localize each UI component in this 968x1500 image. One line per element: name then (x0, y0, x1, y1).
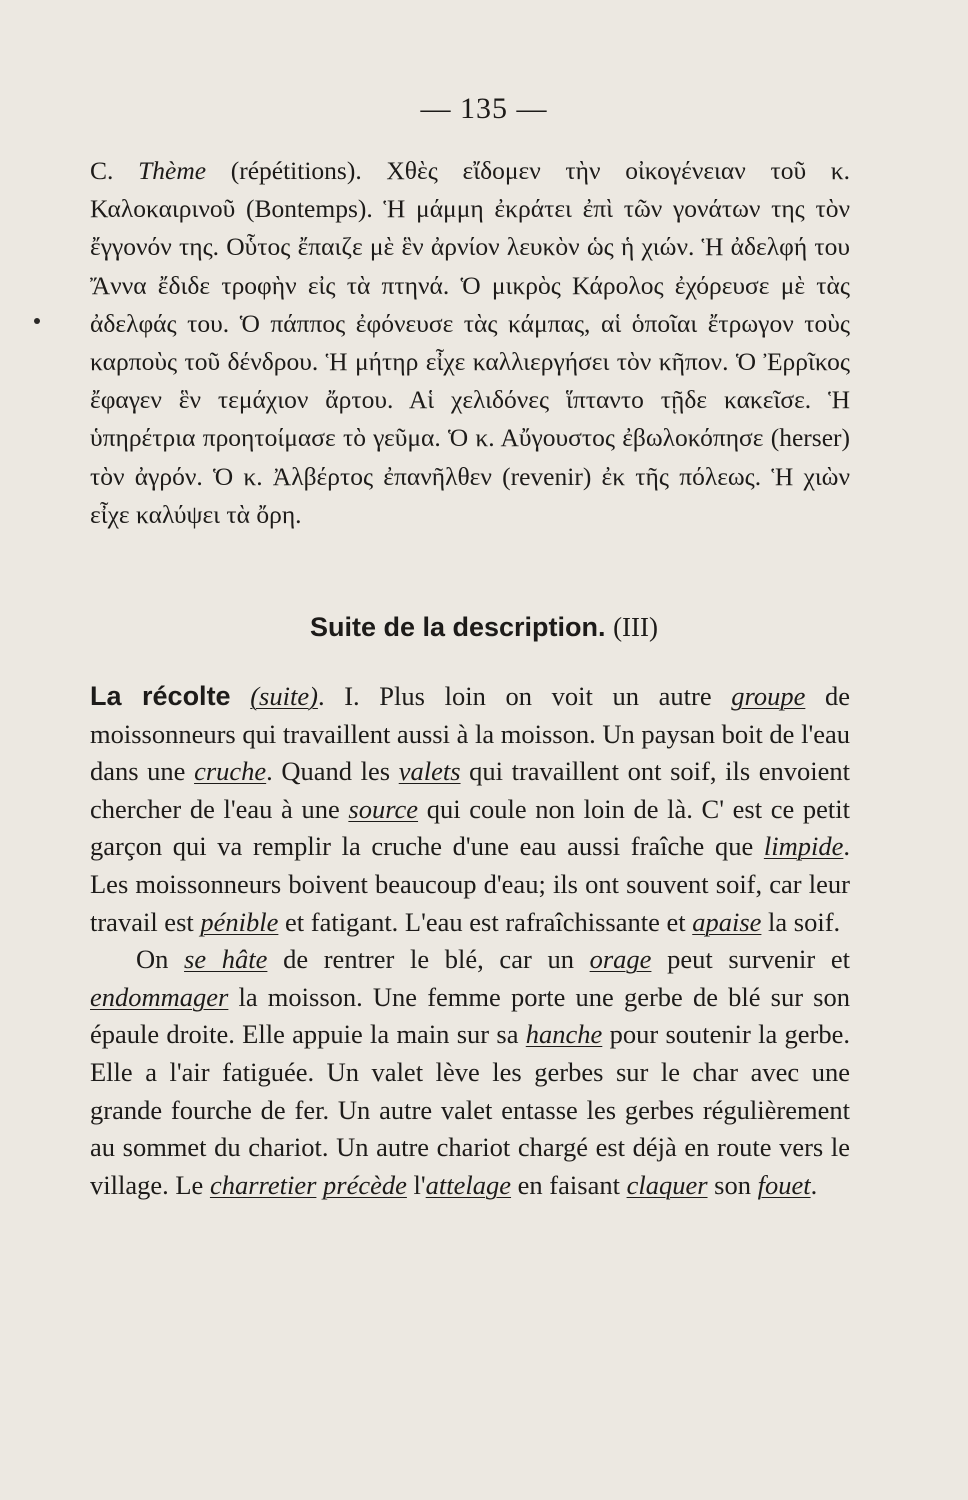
paragraph-2 (90, 941, 850, 1204)
text-run: l' (406, 1169, 426, 1200)
vocab-word: fouet (757, 1169, 811, 1200)
text-run: qui coule non loin de là. C' est ce petit garçon qui va remplir la cruche d'une eau aussi fraîche que (90, 793, 850, 862)
recolte-heading: La récolte (90, 681, 231, 711)
vocab-word: source (348, 793, 419, 824)
vocab-word: charretier (209, 1169, 317, 1200)
text-run: son (707, 1169, 758, 1200)
text-run: . Les moissonneurs boivent beaucoup d'eau; ils ont souvent soif, car leur travail est (90, 831, 850, 937)
margin-dot (34, 318, 40, 324)
theme-label-italic: Thème (138, 156, 207, 185)
text-run: et fatigant. L'eau est rafraîchissante et (278, 906, 693, 937)
vocab-word: attelage (425, 1169, 512, 1200)
vocab-word: endommager (90, 981, 229, 1012)
vocab-word: limpide (763, 831, 844, 862)
vocab-word: pénible (200, 906, 279, 937)
text-run: peut survenir et (651, 944, 850, 975)
theme-exercise (90, 152, 850, 534)
text-run: On (136, 944, 185, 975)
vocab-word: se hâte (184, 944, 268, 975)
section-number: (III) (613, 612, 659, 642)
page-number: — 135 — (420, 92, 548, 125)
section-title (0, 612, 968, 643)
text-run: la moisson. Une femme porte une gerbe de blé sur son épaule droite. Elle appuie la main sur sa (90, 981, 850, 1050)
text-run: de moissonneurs qui travaillent aussi à la moisson. Un paysan boit de l'eau dans une (90, 681, 851, 787)
text-run: en faisant (511, 1169, 627, 1200)
text-run: pour soutenir la gerbe. Elle a l'air fatiguée. Un valet lève les gerbes sur le char avec une grande fourche de fer. Un autre valet entasse les gerbes régulièrement au sommet du chariot. Un autre chariot chargé est déjà en route vers le village. Le (90, 1019, 850, 1200)
text-run: . I. Plus loin on voit un autre (317, 681, 732, 711)
text-run: qui travaillent ont soif, ils envoient chercher de l'eau à une (90, 756, 850, 824)
vocab-word: groupe (731, 681, 806, 711)
text-run: . Quand les (266, 756, 399, 787)
text-run: . (810, 1169, 818, 1200)
theme-greek-text: Χθὲς εἴδομεν τὴν οἰκογένειαν τοῦ κ. Καλοκαιρινοῦ (Bontemps). Ἡ μάμμη ἐκράτει ἐπὶ τῶν γονάτων της τὸν ἔγγονόν της. Οὗτος ἔπαιζε μὲ ἓν ἀρνίον λευκὸν ὡς ἡ χιών. Ἡ ἀδελφή του Ἄννα ἔδιδε τροφὴν εἰς τὰ πτηνά. Ὁ μικρὸς Κάρολος ἐχόρευσε μὲ τὰς ἀδελφάς του. Ὁ πάππος ἐφόνευσε τὰς κάμπας, αἱ ὁποῖαι ἔτρωγον τοὺς καρποὺς τοῦ δένδρου. Ἡ μήτηρ εἶχε καλλιεργήσει τὸν κῆπον. Ὁ Ἐρρῖκος ἔφαγεν ἓν τεμάχιον ἄρτου. Αἱ χελιδόνες ἵπταντο τῇδε κακεῖσε. Ἡ ὑπηρέτρια προητοίμασε τὸ γεῦμα. Ὁ κ. Αὔγουστος ἐβωλοκόπησε (herser) τὸν ἀγρόν. Ὁ κ. Ἀλβέρτος ἐπανῆλθεν (revenir) ἐκ τῆς πόλεως. Ἡ χιὼν εἶχε καλύψει τὰ ὄρη. (90, 156, 850, 529)
text-run: de rentrer le blé, car un (267, 944, 590, 975)
paragraph-1 (90, 678, 850, 941)
section-title-text: Suite de la description. (309, 612, 606, 642)
theme-label-rest: (répétitions). (206, 156, 387, 185)
vocab-word: hanche (525, 1019, 603, 1050)
heading-suite: (suite) (250, 681, 318, 711)
vocab-word: claquer (626, 1169, 708, 1200)
vocab-word: précède (323, 1169, 407, 1200)
description-body (90, 678, 850, 1204)
text-run: la soif. (761, 906, 841, 937)
vocab-word: valets (398, 756, 461, 787)
vocab-word: apaise (692, 906, 762, 937)
vocab-word: orage (589, 944, 652, 975)
theme-label: C. (90, 156, 139, 185)
vocab-word: cruche (194, 756, 267, 787)
